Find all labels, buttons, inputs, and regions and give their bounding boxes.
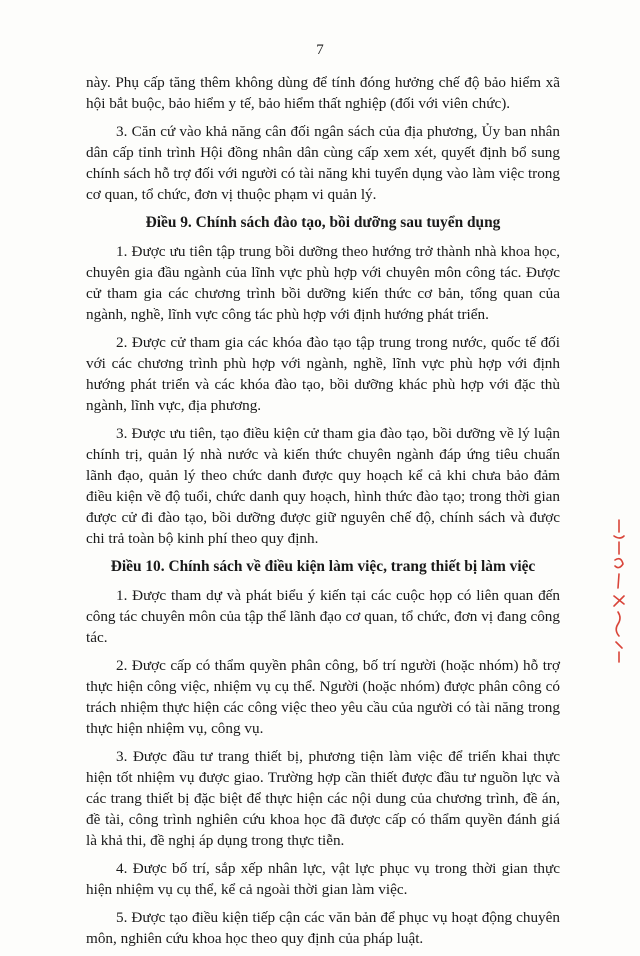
handwritten-margin-mark [606, 516, 632, 666]
article-10-clause-1: 1. Được tham dự và phát biểu ý kiến tại các cuộc họp có liên quan đến công tác chuyên môn của tập thể lãnh đạo cơ quan, tổ chức, đơn vị đang công tác. [86, 587, 560, 646]
article-9-clause-1: 1. Được ưu tiên tập trung bồi dưỡng theo hướng trở thành nhà khoa học, chuyên gia đầu ngành của lĩnh vực phù hợp với chuyên môn công tác. Được cử tham gia các chương trình bồi dưỡng kiến thức cơ bản, tổng quan của ngành, nghề, lĩnh vực công tác phù hợp với định hướng phát triển. [86, 243, 560, 323]
document-body [86, 72, 560, 956]
article-9-clause-3: 3. Được ưu tiên, tạo điều kiện cử tham gia đào tạo, bồi dưỡng về lý luận chính trị, quản lý nhà nước và kiến thức chuyên ngành đáp ứng tiêu chuẩn lãnh đạo, quản lý theo chức danh được quy hoạch kể cả khi chưa bảo đảm điều kiện về độ tuổi, chức danh quy hoạch, hình thức đào tạo; trong thời gian được cử đi đào tạo, bồi dưỡng được giữ nguyên chế độ, chính sách và được chi trả toàn bộ kinh phí theo quy định. [86, 425, 560, 547]
paragraph-clause-3: 3. Căn cứ vào khả năng cân đối ngân sách của địa phương, Ủy ban nhân dân cấp tỉnh trình Hội đồng nhân dân cùng cấp xem xét, quyết định bổ sung chính sách hỗ trợ đối với người có tài năng khi tuyển dụng vào làm việc trong cơ quan, tổ chức, đơn vị thuộc phạm vi quản lý. [86, 123, 560, 203]
page-number: 7 [316, 42, 324, 58]
article-9-clause-2: 2. Được cử tham gia các khóa đào tạo tập trung trong nước, quốc tế đối với các chương trình phù hợp với ngành, nghề, lĩnh vực phù hợp với định hướng phát triển và các khóa đào tạo, bồi dưỡng khác phù hợp với đặc thù ngành, lĩnh vực, địa phương. [86, 334, 560, 414]
article-10-heading: Điều 10. Chính sách về điều kiện làm việc, trang thiết bị làm việc [110, 558, 536, 575]
article-10-clause-5: 5. Được tạo điều kiện tiếp cận các văn bản để phục vụ hoạt động chuyên môn, nghiên cứu khoa học theo quy định của pháp luật. [86, 909, 560, 947]
paragraph-continuation: này. Phụ cấp tăng thêm không dùng để tính đóng hưởng chế độ bảo hiểm xã hội bắt buộc, bảo hiểm y tế, bảo hiểm thất nghiệp (đối với viên chức). [86, 74, 560, 112]
article-10-clause-2: 2. Được cấp có thẩm quyền phân công, bố trí người (hoặc nhóm) hỗ trợ thực hiện công việc, nhiệm vụ cụ thể. Người (hoặc nhóm) được phân công có trách nhiệm thực hiện các công việc theo yêu cầu của người có tài năng trong thực hiện nhiệm vụ, công vụ. [86, 657, 560, 737]
article-9-heading: Điều 9. Chính sách đào tạo, bồi dưỡng sau tuyển dụng [145, 214, 501, 231]
article-10-clause-4: 4. Được bố trí, sắp xếp nhân lực, vật lực phục vụ trong thời gian thực hiện nhiệm vụ cụ thể, kể cả ngoài thời gian làm việc. [86, 860, 560, 898]
article-10-clause-3: 3. Được đầu tư trang thiết bị, phương tiện làm việc để triển khai thực hiện tốt nhiệm vụ được giao. Trường hợp cần thiết được đầu tư nguồn lực và các trang thiết bị đặc biệt để thực hiện các nội dung của chương trình, đề án, đề tài, công trình nghiên cứu khoa học đã được cấp có thẩm quyền đánh giá là khả thi, đề nghị áp dụng trong thực tiễn. [86, 748, 560, 849]
